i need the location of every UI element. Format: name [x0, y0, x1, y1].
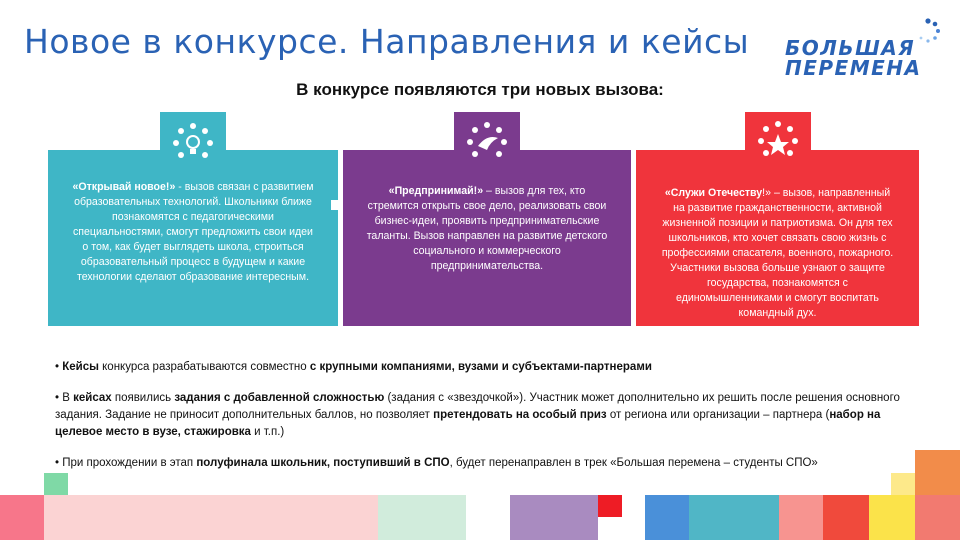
bullet-text: • При прохождении в этап: [55, 457, 197, 469]
card-title: «Открывай новое!»: [72, 181, 176, 193]
bullet-item-spo: [55, 455, 915, 472]
card-description: !» – вызов, направленный на развитие гражданственности, активной жизненной позиции и патриотизма. Он для тех школьников, кто хочет связать свою жизнь с профессиями спасателя, военного, пожарного. Участники вызова больше узнают о защите государства, познакомятся с единомышленниками и смогут воспитать командный дух.: [661, 187, 894, 319]
card-title: «Служи Отечеству: [664, 187, 763, 199]
deco-block: [869, 495, 915, 540]
logo-line-1: БОЛЬШАЯ: [785, 36, 916, 60]
bullet-item-star-tasks: [55, 390, 915, 441]
challenge-card-entrepreneur: [343, 150, 631, 326]
bullet-list: [55, 359, 915, 486]
deco-block: [378, 495, 466, 540]
deco-block: [823, 495, 869, 540]
bullet-text: и т.п.): [250, 426, 285, 438]
challenge-card-serve-fatherland: [636, 150, 919, 326]
deco-block: [915, 450, 960, 495]
bullet-text-bold: претендовать на особый приз: [433, 409, 607, 421]
bullet-text-bold: полуфинала школьник, поступивший в СПО: [196, 457, 450, 469]
bullet-text-bold: задания с добавленной сложностью: [174, 392, 385, 404]
bullet-text: (задания с «звездочкой»). Участник может дополнительно их решить после решения основного задания. Задание не приносит дополнительных баллов, но позволяет: [55, 392, 900, 421]
bullet-text: , будет перенаправлен в трек «Большая перемена – студенты СПО»: [449, 457, 818, 469]
bullet-text-bold: Кейсы: [62, 361, 99, 373]
deco-block: [0, 495, 44, 540]
card-title: «Предпринимай!»: [388, 185, 484, 197]
bullet-text: появились: [111, 392, 175, 404]
star-icon: [745, 112, 811, 178]
page-title: Новое в конкурсе. Направления и кейсы: [24, 22, 750, 61]
deco-block: [44, 495, 378, 540]
card-description: – вызов для тех, кто стремится открыть свое дело, реализовать свои бизнес-идеи, проявить предпринимательские таланты. Вызов направлен на развитие детского социального и коммерческого предпринимательства.: [366, 185, 608, 272]
deco-block: [510, 495, 598, 540]
logo: [785, 18, 945, 78]
bullet-text-bold: набор на целевое место в вузе, стажировка: [55, 409, 881, 438]
logo-line-2: ПЕРЕМЕНА: [785, 56, 922, 80]
deco-block: [891, 473, 915, 495]
wings-icon: [454, 112, 520, 178]
deco-block: [779, 495, 823, 540]
bullet-text-bold: кейсах: [73, 392, 112, 404]
headline: В конкурсе появляются три новых вызова:: [296, 80, 664, 99]
challenge-card-open-new: [48, 150, 338, 326]
logo-dots-icon: [915, 18, 941, 44]
card-text: [70, 180, 316, 285]
card-description: - вызов связан с развитием образовательных технологий. Школьники ближе познакомятся с педагогическими специальностями, смогут предложить свои идеи о том, как будет выглядеть школа, строиться образовательный процесс в будущем и какие технологии сделают образование интересным.: [73, 181, 314, 283]
card-text: [365, 184, 609, 274]
bullet-text: от региона или организации – партнера (: [606, 409, 830, 421]
deco-block: [915, 495, 960, 540]
bullet-text: • В: [55, 392, 74, 404]
bullet-text: •: [55, 361, 63, 373]
deco-block: [689, 495, 779, 540]
bullet-text: конкурса разрабатываются совместно: [98, 361, 310, 373]
bullet-text-bold: с крупными компаниями, вузами и субъектами-партнерами: [309, 361, 652, 373]
lightbulb-icon: [160, 112, 226, 178]
deco-block: [645, 495, 689, 540]
card-text: [658, 186, 897, 321]
deco-block: [598, 495, 622, 517]
bullet-item-cases: [55, 359, 915, 376]
